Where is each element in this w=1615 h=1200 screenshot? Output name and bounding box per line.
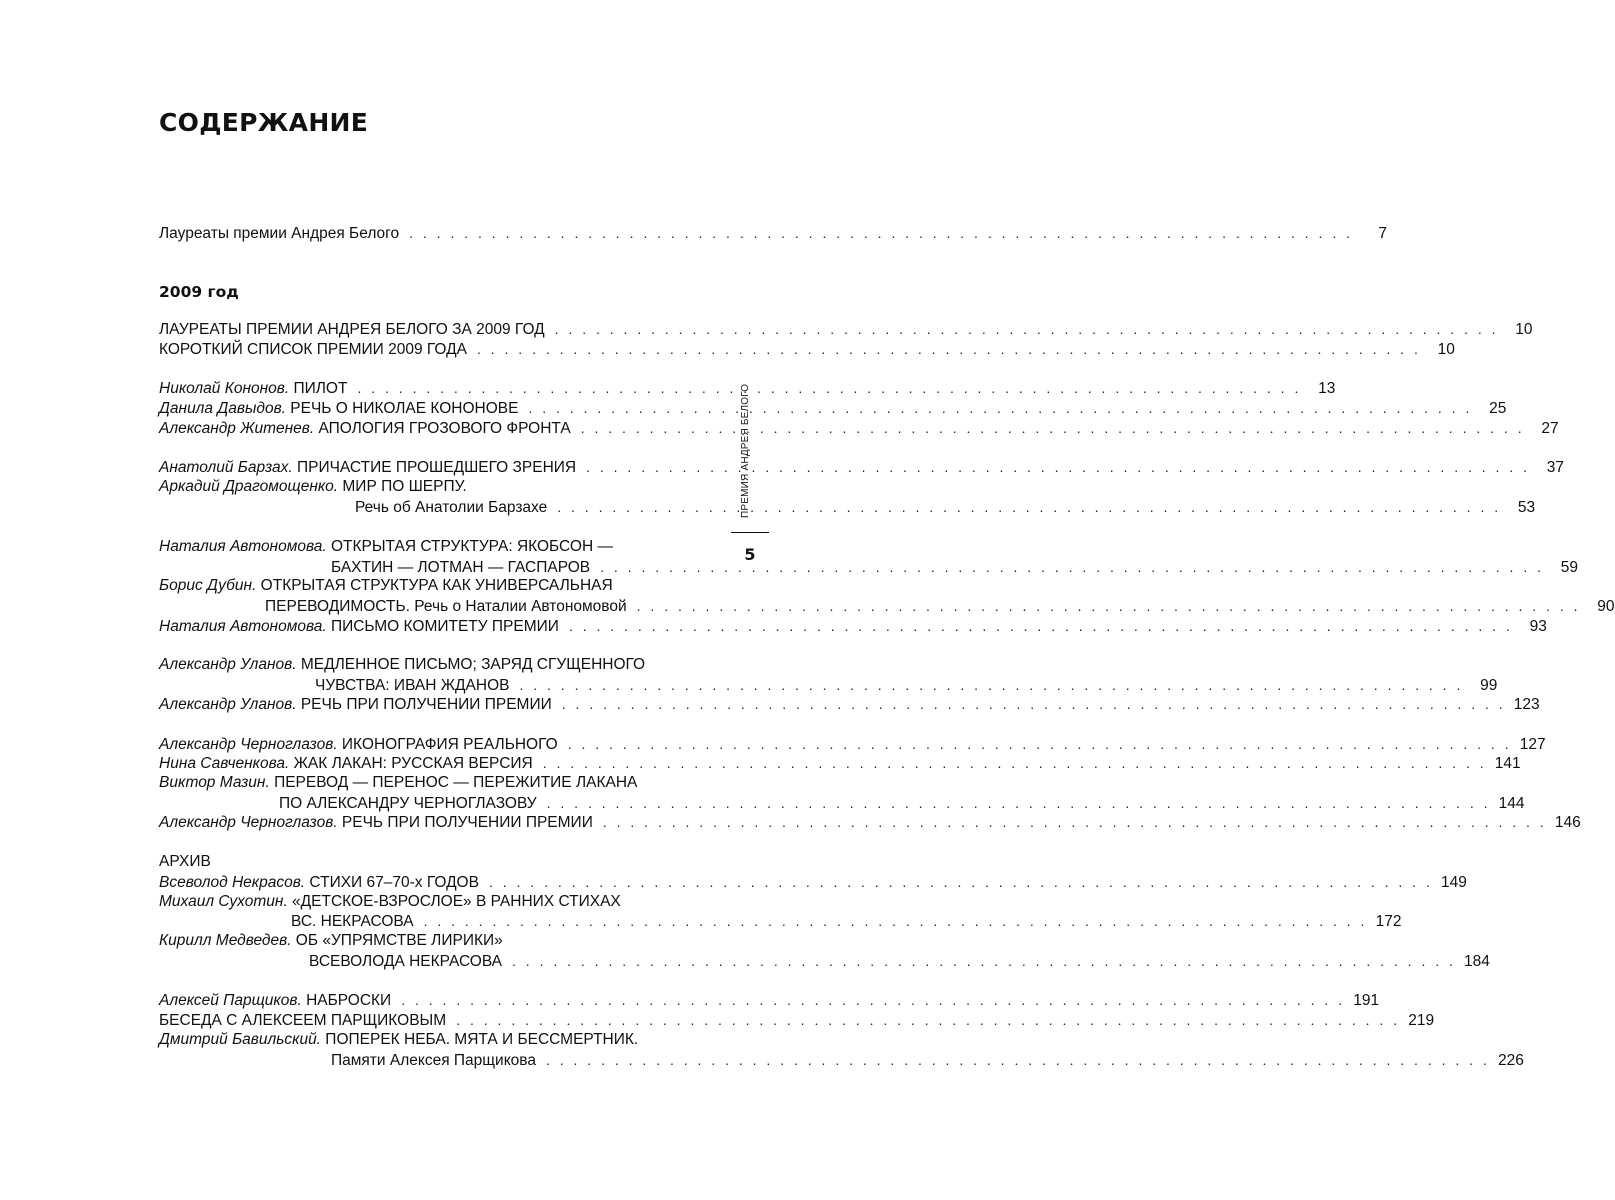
toc-entry-page: 27 [1541,420,1559,437]
toc-entry-text [159,419,571,439]
dot-leader: . . . . . . . . . . . . . . . . . . . . . . . . . . . . . . . . . . . . . . . . . . . . . . . . . . . . . . . . . . . . . . . . . . . . . [602,814,1547,830]
toc-entry-title: ПЕРЕВОДИМОСТЬ. Речь о Наталии Автономовой [265,598,627,615]
toc-entry-text [355,498,547,518]
toc-entry-page: 53 [1517,499,1536,516]
toc-entry [159,223,1387,243]
toc-entry [159,418,1559,438]
dot-leader: . . . . . . . . . . . . . . . . . . . . . . . . . . . . . . . . . . . . . . . . . . . . . . . . . . . . . . . . . . . . . . . . . . . . . [567,736,1512,752]
toc-entry-author: Кирилл Медведев. [159,932,292,949]
toc-entry [159,576,694,596]
toc-entry [159,1050,1524,1070]
dot-leader: . . . . . . . . . . . . . . . . . . . . . . . . . . . . . . . . . . . . . . . . . . . . . . . . . . . . . . . . . . . . . . . . . . . . . [528,400,1473,416]
toc-entry-title: ОТКРЫТАЯ СТРУКТУРА: ЯКОБСОН — [326,538,613,555]
toc-entry-title: РЕЧЬ О НИКОЛАЕ КОНОНОВЕ [285,400,519,417]
toc-entry-title: ЖАК ЛАКАН: РУССКАЯ ВЕРСИЯ [289,755,533,772]
toc-entry [159,793,1525,813]
dot-leader: . . . . . . . . . . . . . . . . . . . . . . . . . . . . . . . . . . . . . . . . . . . . . . . . . . . . . . . . . . . . . . . . . . . . . [409,225,1353,241]
dot-leader: . . . . . . . . . . . . . . . . . . . . . . . . . . . . . . . . . . . . . . . . . . . . . . . . . . . . . . . . . . . . . . . . . . . . . [542,755,1487,771]
toc-entry-page: 149 [1440,874,1467,891]
toc-entry-author: Александр Житенев. [159,420,315,437]
dot-leader: . . . . . . . . . . . . . . . . . . . . . . . . . . . . . . . . . . . . . . . . . . . . . . . . . . . . . . . . . . . . . . . . . . . . . [557,499,1502,515]
toc-entry-text [159,477,467,497]
toc-entry-author: Наталия Автономова. [159,538,327,555]
toc-entry-title: СТИХИ 67–70-х ГОДОВ [305,874,479,891]
toc-entry-page: 93 [1529,618,1547,635]
toc-entry-text [159,754,533,774]
toc-entry-title: НАБРОСКИ [301,992,392,1009]
toc-entry-author: Алексей Парщиков. [159,992,302,1009]
toc-entry-page: 13 [1318,380,1336,397]
toc-entry-page: 90 [1597,598,1615,615]
toc-entry [159,812,1581,832]
toc-entry [159,951,1490,971]
toc-entry-text [159,655,645,675]
toc-entry-author: Данила Давыдов. [159,400,286,417]
toc-entry-page: 99 [1480,677,1498,694]
dot-leader: . . . . . . . . . . . . . . . . . . . . . . . . . . . . . . . . . . . . . . . . . . . . . . . . . . . . . . . . . . . . . . . . . . . . . [456,1012,1401,1028]
toc-entry-page: 10 [1437,341,1455,358]
toc-entry [159,497,1536,517]
toc-entry-title: ОБ «УПРЯМСТВЕ ЛИРИКИ» [291,932,503,949]
toc-entry [159,655,694,675]
toc-entry-title: Речь об Анатолии Барзахе [355,499,548,516]
toc-entry-text [159,379,347,399]
toc-entry-title: АПОЛОГИЯ ГРОЗОВОГО ФРОНТА [314,420,571,437]
toc-entry [159,734,1546,754]
toc-entry-text [159,399,518,419]
toc-entry-text [265,597,627,617]
toc-entry-page: 37 [1546,459,1564,476]
toc-entry-title: КОРОТКИЙ СПИСОК ПРЕМИИ 2009 ГОДА [159,341,467,358]
dot-leader: . . . . . . . . . . . . . . . . . . . . . . . . . . . . . . . . . . . . . . . . . . . . . . . . . . . . . . . . . . . . . . . . . . . . . [561,696,1506,712]
toc-entry-author: Анатолий Барзах. [159,459,293,476]
toc-entry-text [159,1030,638,1050]
toc-entry-title: ЧУВСТВА: ИВАН ЖДАНОВ [315,677,510,694]
toc-entry-page: 191 [1353,992,1380,1009]
toc-entry-title: МИР ПО ШЕРПУ. [338,478,467,495]
dot-leader: . . . . . . . . . . . . . . . . . . . . . . . . . . . . . . . . . . . . . . . . . . . . . . . . . . . . . . . . . . . . . . . . . . . . . [636,598,1581,614]
toc-entry-title: ПИЛОТ [289,380,348,397]
dot-leader: . . . . . . . . . . . . . . . . . . . . . . . . . . . . . . . . . . . . . . . . . . . . . . . . . . . . . . . . . . . . . . . . . . . . . [554,321,1499,337]
toc-entry-page: 219 [1408,1012,1435,1029]
toc-entry-text [159,873,479,893]
toc-entry-page: 10 [1515,321,1533,338]
toc-entry [159,557,1578,577]
toc-entry-text [159,735,558,755]
toc-entry-author: Михаил Сухотин. [159,893,288,910]
toc-entry-title: «ДЕТСКОЕ-ВЗРОСЛОЕ» В РАННИХ СТИХАХ [287,893,621,910]
toc-entry-author: Александр Уланов. [159,696,297,713]
dot-leader: . . . . . . . . . . . . . . . . . . . . . . . . . . . . . . . . . . . . . . . . . . . . . . . . . . . . . . . . . . . . . . . . . . . . . [488,874,1433,890]
toc-entry-page: 144 [1498,795,1525,812]
toc-entry-author: Александр Черноглазов. [159,736,338,753]
toc-entry-author: Дмитрий Бавильский. [159,1031,321,1048]
toc-entry [159,537,694,557]
toc-entry-author: Борис Дубин. [159,577,257,594]
dot-leader: . . . . . . . . . . . . . . . . . . . . . . . . . . . . . . . . . . . . . . . . . . . . . . . . . . . . . . . . . . . . . . . . . . . . . [586,459,1530,475]
toc-entry-author: Александр Уланов. [159,656,297,673]
toc-entry-text [159,813,593,833]
toc-entry-title: ПО АЛЕКСАНДРУ ЧЕРНОГЛАЗОВУ [279,795,537,812]
toc-entry [159,872,1467,892]
toc-entry-page: 59 [1560,559,1578,576]
toc-entry-text [331,558,590,578]
page-title: СОДЕРЖАНИЕ [159,108,369,137]
running-header: ПРЕМИЯ АНДРЕЯ БЕЛОГО [740,383,751,518]
toc-entry-text [315,676,509,696]
dot-leader: . . . . . . . . . . . . . . . . . . . . . . . . . . . . . . . . . . . . . . . . . . . . . . . . . . . . . . . . . . . . . . . . . . . . . [423,913,1368,929]
toc-entry-text [159,458,576,478]
toc-entry-page: 172 [1375,913,1402,930]
dot-leader: . . . . . . . . . . . . . . . . . . . . . . . . . . . . . . . . . . . . . . . . . . . . . . . . . . . . . . . . . . . . . . . . . . . . . [476,341,1421,357]
toc-entry-page: 141 [1494,755,1521,772]
toc-entry-title: БАХТИН — ЛОТМАН — ГАСПАРОВ [331,559,591,576]
dot-leader: . . . . . . . . . . . . . . . . . . . . . . . . . . . . . . . . . . . . . . . . . . . . . . . . . . . . . . . . . . . . . . . . . . . . . [568,618,1513,634]
page-number: 5 [744,545,756,564]
toc-entry [159,931,694,951]
toc-entry-text [309,952,502,972]
toc-entry-title: МЕДЛЕННОЕ ПИСЬМО; ЗАРЯД СГУЩЕННОГО [296,656,646,673]
toc-entry-text [159,340,467,360]
toc-entry-text [331,1051,536,1071]
dot-leader: . . . . . . . . . . . . . . . . . . . . . . . . . . . . . . . . . . . . . . . . . . . . . . . . . . . . . . . . . . . . . . . . . . . . . [546,795,1491,811]
toc-entry-text [279,794,537,814]
toc-entry-text [159,537,613,557]
toc-entry [159,1030,694,1050]
toc-entry-title: РЕЧЬ ПРИ ПОЛУЧЕНИИ ПРЕМИИ [296,696,552,713]
toc-entry-title: ЛАУРЕАТЫ ПРЕМИИ АНДРЕЯ БЕЛОГО ЗА 2009 ГОД [159,321,545,338]
toc-entry [159,675,1498,695]
toc-entry-text [159,991,391,1011]
toc-entry [159,596,1615,616]
toc-entry-author: Аркадий Драгомощенко. [159,478,339,495]
toc-entry-title: Лауреаты премии Андрея Белого [159,225,400,242]
toc-entry-page: 146 [1554,814,1581,831]
toc-entry-text [159,931,503,951]
toc-entry-text [159,773,637,793]
toc-entry-author: Виктор Мазин. [159,774,270,791]
toc-entry [159,378,1336,398]
header-divider [731,532,769,533]
toc-entry-title: БЕСЕДА С АЛЕКСЕЕМ ПАРЩИКОВЫМ [159,1012,447,1029]
toc-entry [159,773,694,793]
toc-entry-text [159,695,552,715]
toc-entry-text [159,892,621,912]
toc-entry-title: РЕЧЬ ПРИ ПОЛУЧЕНИИ ПРЕМИИ [337,814,593,831]
dot-leader: . . . . . . . . . . . . . . . . . . . . . . . . . . . . . . . . . . . . . . . . . . . . . . . . . . . . . . . . . . . . . . . . . . . . . [580,420,1525,436]
toc-entry [159,694,1540,714]
year-heading: 2009 год [159,283,239,301]
dot-leader: . . . . . . . . . . . . . . . . . . . . . . . . . . . . . . . . . . . . . . . . . . . . . . . . . . . . . . . . . . . . . . . . . . . . . [357,380,1302,396]
dot-leader: . . . . . . . . . . . . . . . . . . . . . . . . . . . . . . . . . . . . . . . . . . . . . . . . . . . . . . . . . . . . . . . . . . . . . [512,953,1456,969]
toc-entry-title: ПОПЕРЕК НЕБА. МЯТА И БЕССМЕРТНИК. [321,1031,639,1048]
toc-entry [159,339,1455,359]
toc-entry-author: Наталия Автономова. [159,618,327,635]
toc-entry-page: 226 [1497,1052,1524,1069]
toc-entry [159,616,1547,636]
toc-entry-title: ИКОНОГРАФИЯ РЕАЛЬНОГО [337,736,558,753]
archive-heading: АРХИВ [159,853,211,870]
toc-entry-title: ПЕРЕВОД — ПЕРЕНОС — ПЕРЕЖИТИЕ ЛАКАНА [269,774,638,791]
toc-entry-author: Всеволод Некрасов. [159,874,306,891]
toc-entry [159,753,1521,773]
toc-entry-text [159,320,545,340]
dot-leader: . . . . . . . . . . . . . . . . . . . . . . . . . . . . . . . . . . . . . . . . . . . . . . . . . . . . . . . . . . . . . . . . . . . . . [519,677,1464,693]
toc-entry-text [159,224,399,244]
toc-entry-text [159,576,613,596]
toc-entry-page: 25 [1489,400,1507,417]
toc-entry-title: Памяти Алексея Парщикова [331,1052,536,1069]
dot-leader: . . . . . . . . . . . . . . . . . . . . . . . . . . . . . . . . . . . . . . . . . . . . . . . . . . . . . . . . . . . . . . . . . . . . . [401,992,1346,1008]
toc-entry-text [291,912,414,932]
toc-entry [159,1010,1435,1030]
toc-entry [159,457,1564,477]
toc-entry-page: 123 [1513,696,1540,713]
toc-entry-text [159,617,559,637]
toc-entry [159,319,1533,339]
toc-entry-page: 7 [1378,225,1387,242]
toc-entry-title: ВС. НЕКРАСОВА [291,913,414,930]
toc-entry-page: 184 [1464,953,1490,970]
toc-entry [159,477,694,497]
dot-leader: . . . . . . . . . . . . . . . . . . . . . . . . . . . . . . . . . . . . . . . . . . . . . . . . . . . . . . . . . . . . . . . . . . . . . [600,559,1544,575]
toc-entry [159,398,1507,418]
toc-entry-title: ПРИЧАСТИЕ ПРОШЕДШЕГО ЗРЕНИЯ [292,459,577,476]
dot-leader: . . . . . . . . . . . . . . . . . . . . . . . . . . . . . . . . . . . . . . . . . . . . . . . . . . . . . . . . . . . . . . . . . . . . . [545,1052,1490,1068]
toc-entry-author: Нина Савченкова. [159,755,290,772]
toc-entry-author: Александр Черноглазов. [159,814,338,831]
toc-entry-page: 127 [1519,736,1546,753]
toc-entry-title: ОТКРЫТАЯ СТРУКТУРА КАК УНИВЕРСАЛЬНАЯ [256,577,613,594]
toc-entry-author: Николай Кононов. [159,380,290,397]
toc-entry [159,990,1380,1010]
toc-entry [159,892,694,912]
toc-entry-title: ВСЕВОЛОДА НЕКРАСОВА [309,953,503,970]
toc-entry-text [159,1011,446,1031]
toc-entry [159,911,1402,931]
toc-entry-title: ПИСЬМО КОМИТЕТУ ПРЕМИИ [326,618,559,635]
